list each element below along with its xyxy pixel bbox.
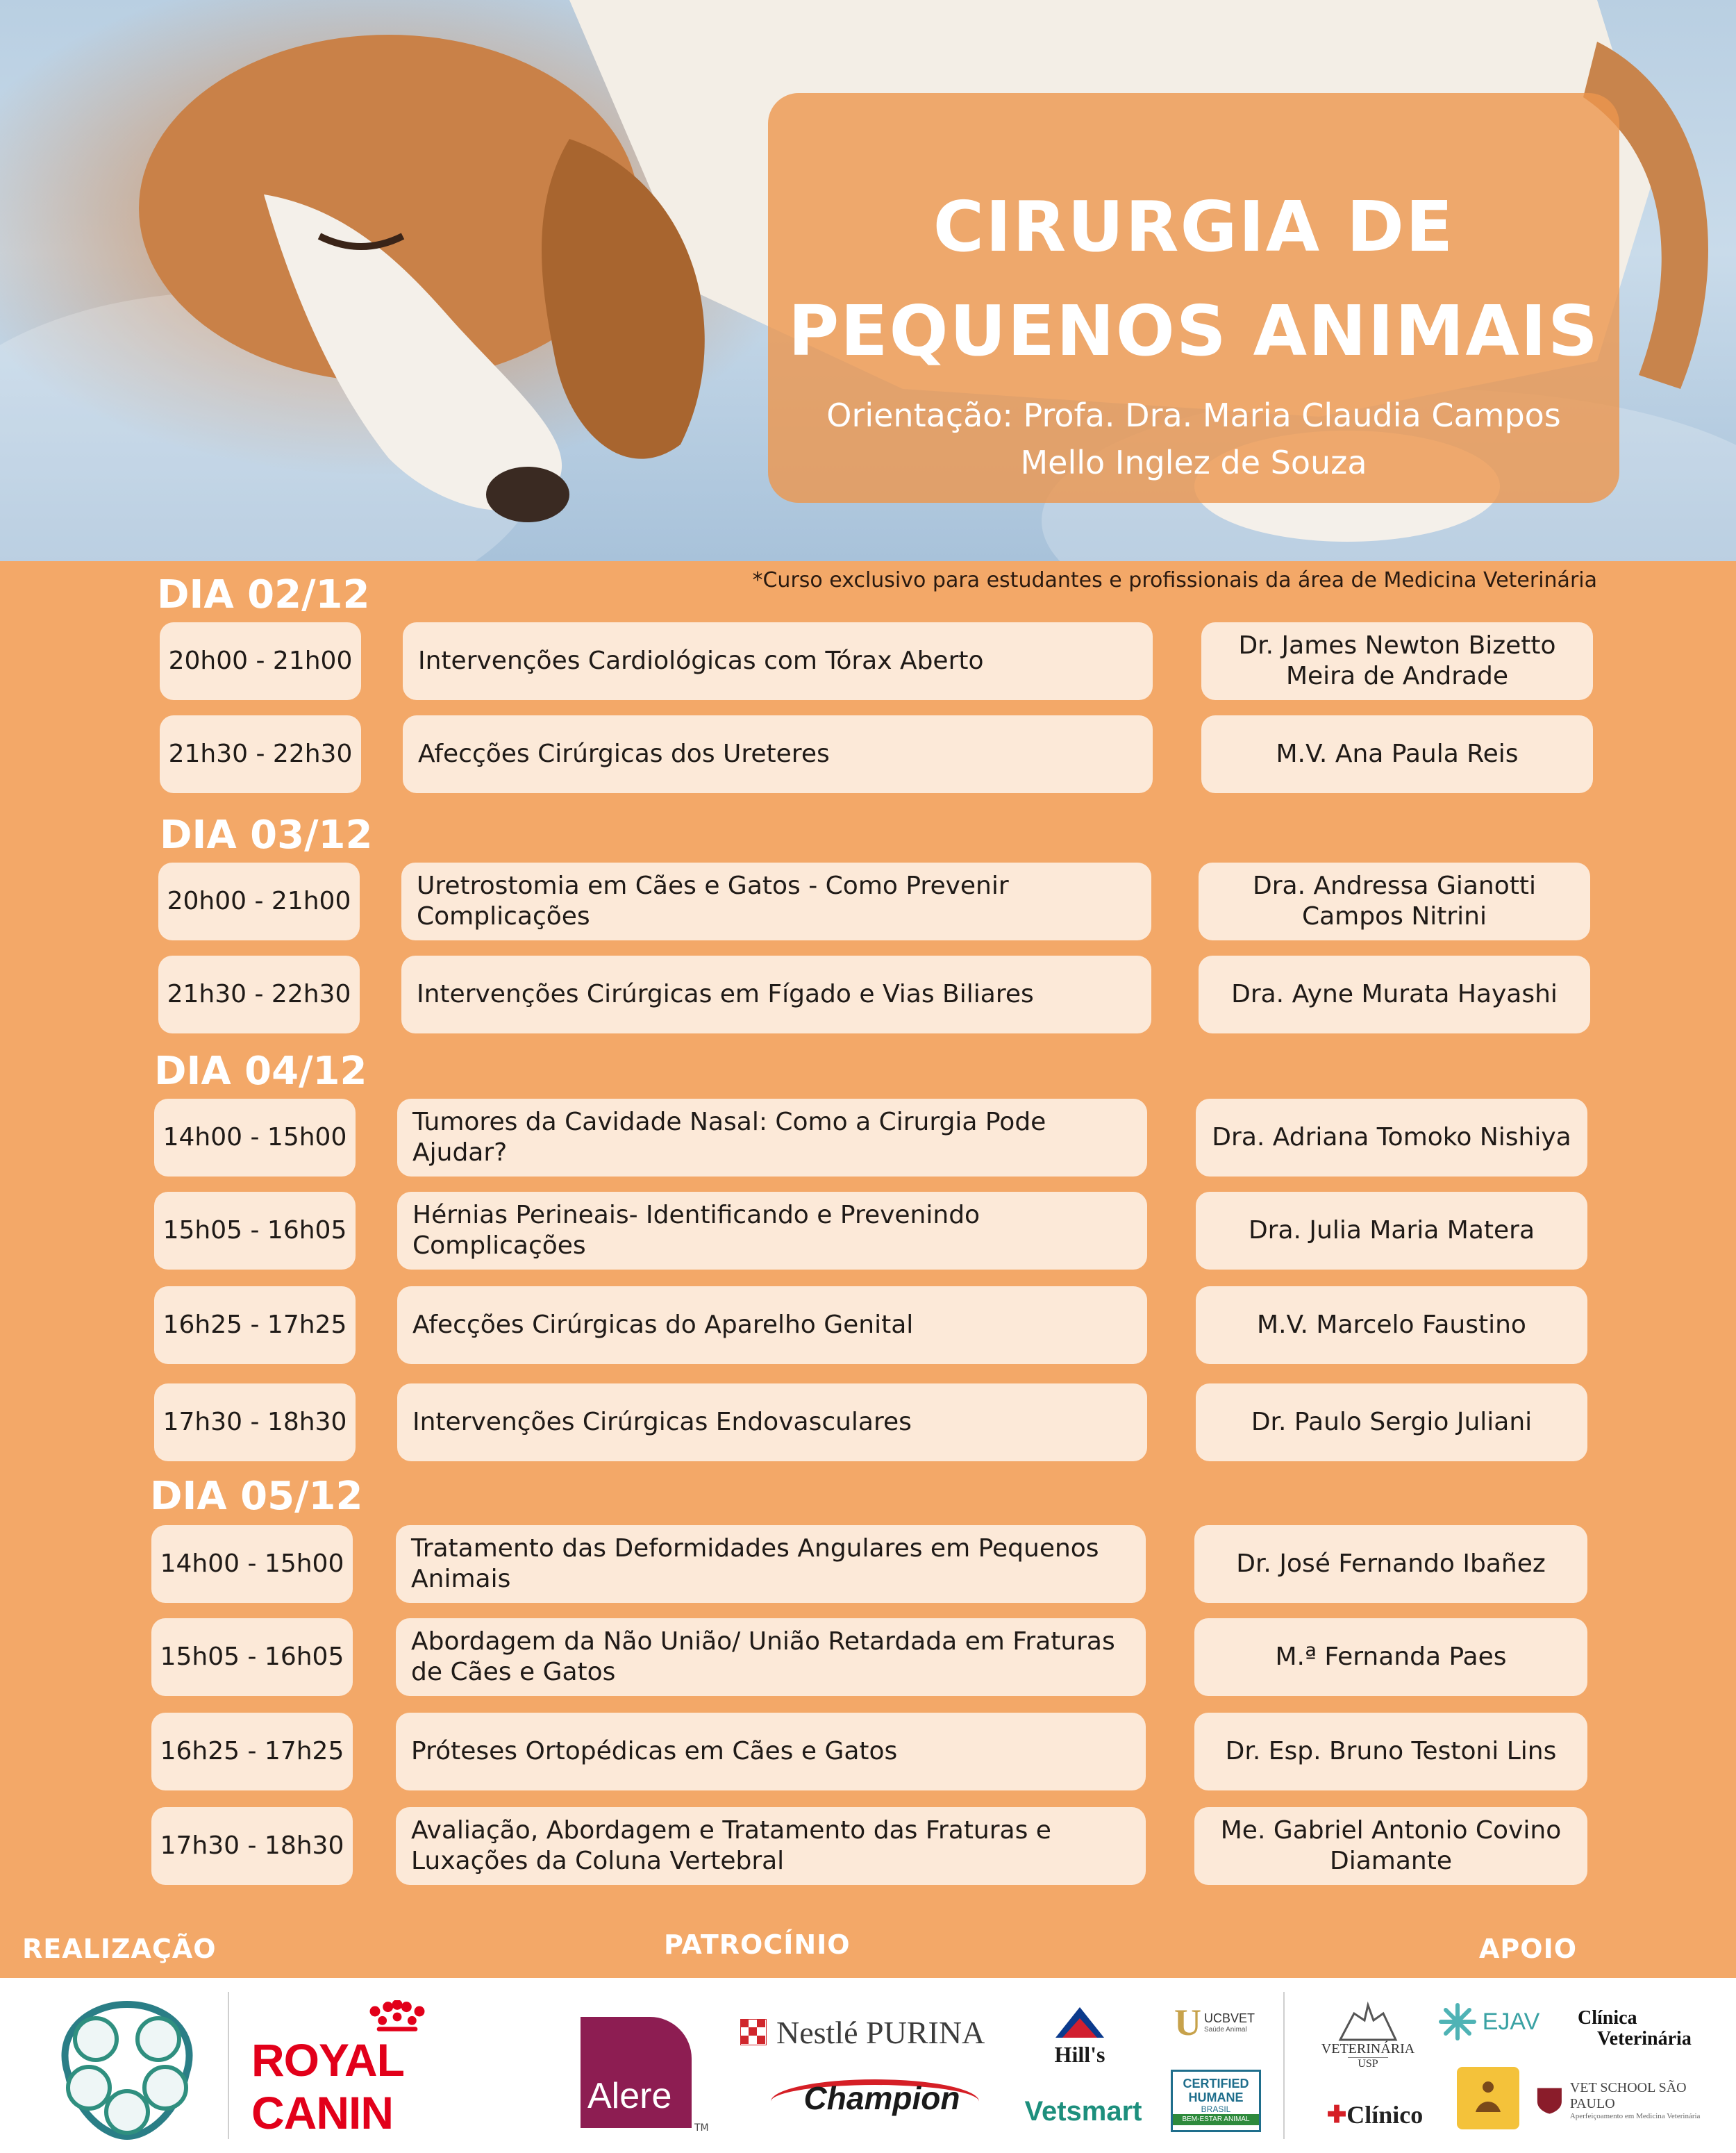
session-topic: Afecções Cirúrgicas dos Ureteres (403, 715, 1153, 793)
course-note: *Curso exclusivo para estudantes e profissionais da área de Medicina Veterinária (752, 568, 1597, 592)
session-speaker: M.V. Ana Paula Reis (1201, 715, 1593, 793)
ucbvet-u-icon: U (1174, 2002, 1201, 2043)
clinico-cross-icon: ✚ (1326, 2102, 1347, 2128)
session-time: 14h00 - 15h00 (154, 1099, 356, 1177)
session-time: 15h05 - 16h05 (154, 1192, 356, 1270)
purina-checkerboard-icon (740, 2019, 767, 2045)
patrocinio-label: PATROCÍNIO (664, 1929, 851, 1960)
hills-text: Hill's (1054, 2041, 1105, 2067)
session-topic: Tratamento das Deformidades Angulares em Pequenos Animais (396, 1525, 1146, 1603)
footer-divider (1283, 1992, 1285, 2139)
usp-text: USP (1348, 2057, 1387, 2070)
session-time: 20h00 - 21h00 (158, 863, 360, 940)
champion-logo (771, 2074, 993, 2122)
realizacao-label: REALIZAÇÃO (22, 1934, 217, 1964)
session-time: 21h30 - 22h30 (160, 715, 361, 793)
session-topic: Uretrostomia em Cães e Gatos - Como Prevenir Complicações (401, 863, 1151, 940)
subtitle-line-1: Orientação: Profa. Dra. Maria Claudia Campos (826, 397, 1561, 434)
session-time: 21h30 - 22h30 (158, 956, 360, 1033)
crown-icon (338, 2000, 456, 2034)
page-title (768, 175, 1619, 383)
session-time: 17h30 - 18h30 (154, 1383, 356, 1461)
veterinaria-text: VETERINÁRIA (1321, 2041, 1415, 2056)
certified-humane-logo (1171, 2070, 1261, 2132)
clinica-vet-line-1: Clínica (1578, 2007, 1637, 2029)
session-topic: Avaliação, Abordagem e Tratamento das Fraturas e Luxações da Coluna Vertebral (396, 1807, 1146, 1885)
vetsmart-logo (1007, 2090, 1160, 2132)
session-speaker: M.ª Fernanda Paes (1194, 1618, 1587, 1696)
session-speaker: Dra. Andressa Gianotti Campos Nitrini (1199, 863, 1590, 940)
certified-line-4: BEM-ESTAR ANIMAL (1173, 2114, 1259, 2125)
session-topic: Intervenções Cardiológicas com Tórax Aberto (403, 622, 1153, 700)
session-time: 20h00 - 21h00 (160, 622, 361, 700)
ucbvet-subtext: Saúde Animal (1203, 2026, 1247, 2034)
session-topic: Afecções Cirúrgicas do Aparelho Genital (397, 1286, 1147, 1364)
apoio-label: APOIO (1479, 1934, 1578, 1964)
hero-photo (0, 0, 1736, 561)
clinica-veterinaria-logo (1578, 2004, 1724, 2053)
session-speaker: Dr. Esp. Bruno Testoni Lins (1194, 1713, 1587, 1790)
title-box (768, 93, 1619, 503)
vet-school-sp-logo (1535, 2081, 1730, 2120)
vetschool-subtext: Aperfeiçoamento em Medicina Veterinária (1569, 2112, 1701, 2120)
vet-school-shield-icon (1535, 2085, 1564, 2115)
hills-logo (1042, 2000, 1118, 2070)
session-speaker: Me. Gabriel Antonio Covino Diamante (1194, 1807, 1587, 1885)
clinica-vet-line-2: Veterinária (1597, 2028, 1692, 2050)
session-topic: Tumores da Cavidade Nasal: Como a Cirurgia Pode Ajudar? (397, 1099, 1147, 1177)
session-topic: Próteses Ortopédicas em Cães e Gatos (396, 1713, 1146, 1790)
royal-canin-logo (251, 2000, 543, 2139)
clinico-logo (1305, 2097, 1444, 2132)
clinico-text: Clínico (1346, 2101, 1424, 2129)
certified-line-2: HUMANE (1188, 2090, 1244, 2104)
day-heading: DIA 04/12 (154, 1049, 367, 1094)
ucbvet-logo (1169, 2000, 1260, 2045)
animals-emblem-icon (40, 1990, 214, 2143)
session-speaker: Dra. Julia Maria Matera (1196, 1192, 1587, 1270)
certified-line-1: CERTIFIED (1183, 2077, 1249, 2090)
nestle-purina-logo (740, 2011, 1018, 2053)
session-speaker: Dra. Ayne Murata Hayashi (1199, 956, 1590, 1033)
session-speaker: Dra. Adriana Tomoko Nishiya (1196, 1099, 1587, 1177)
ucbvet-text: UCBVET (1203, 2011, 1255, 2025)
session-topic: Abordagem da Não União/ União Retardada em Fraturas de Cães e Gatos (396, 1618, 1146, 1696)
day-heading: DIA 02/12 (157, 572, 370, 617)
ejav-text: EJAV (1482, 2008, 1540, 2035)
ejav-logo (1436, 1997, 1540, 2046)
subtitle-line-2: Mello Inglez de Souza (1020, 444, 1367, 481)
meditation-badge-logo (1457, 2067, 1519, 2129)
day-heading: DIA 03/12 (160, 813, 373, 858)
hills-mark-icon (1049, 2003, 1111, 2042)
day-heading: DIA 05/12 (150, 1474, 363, 1519)
session-speaker: Dr. José Fernando Ibañez (1194, 1525, 1587, 1603)
vetsmart-text: Vetsmart (1024, 2095, 1142, 2127)
subtitle (768, 392, 1619, 486)
alere-logo (581, 2017, 692, 2128)
session-time: 16h25 - 17h25 (154, 1286, 356, 1364)
alere-tm: TM (694, 2122, 709, 2134)
session-time: 17h30 - 18h30 (151, 1807, 353, 1885)
veterinaria-usp-logo (1312, 1993, 1424, 2077)
nestle-purina-text: Nestlé PURINA (776, 2014, 985, 2050)
session-time: 14h00 - 15h00 (151, 1525, 353, 1603)
usp-statue-icon (1326, 2000, 1410, 2041)
session-speaker: M.V. Marcelo Faustino (1196, 1286, 1587, 1364)
session-topic: Intervenções Cirúrgicas em Fígado e Vias Biliares (401, 956, 1151, 1033)
session-time: 15h05 - 16h05 (151, 1618, 353, 1696)
session-topic: Hérnias Perineais- Identificando e Prevenindo Complicações (397, 1192, 1147, 1270)
royal-canin-text: ROYAL CANIN (251, 2034, 403, 2138)
title-line-2: PEQUENOS ANIMAIS (787, 290, 1600, 372)
vetschool-text: VET SCHOOL SÃO PAULO (1569, 2080, 1687, 2111)
session-time: 16h25 - 17h25 (151, 1713, 353, 1790)
title-line-1: CIRURGIA DE (933, 186, 1455, 267)
meditation-figure-icon (1467, 2077, 1509, 2119)
champion-text: Champion (803, 2080, 960, 2116)
session-speaker: Dr. James Newton Bizetto Meira de Andrade (1201, 622, 1593, 700)
session-speaker: Dr. Paulo Sergio Juliani (1196, 1383, 1587, 1461)
ejav-star-icon (1437, 2001, 1478, 2043)
footer-divider (228, 1992, 229, 2139)
certified-line-3: BRASIL (1201, 2104, 1231, 2114)
alere-text: Alere (587, 2076, 672, 2116)
session-topic: Intervenções Cirúrgicas Endovasculares (397, 1383, 1147, 1461)
animals-emblem-logo (40, 1990, 214, 2143)
